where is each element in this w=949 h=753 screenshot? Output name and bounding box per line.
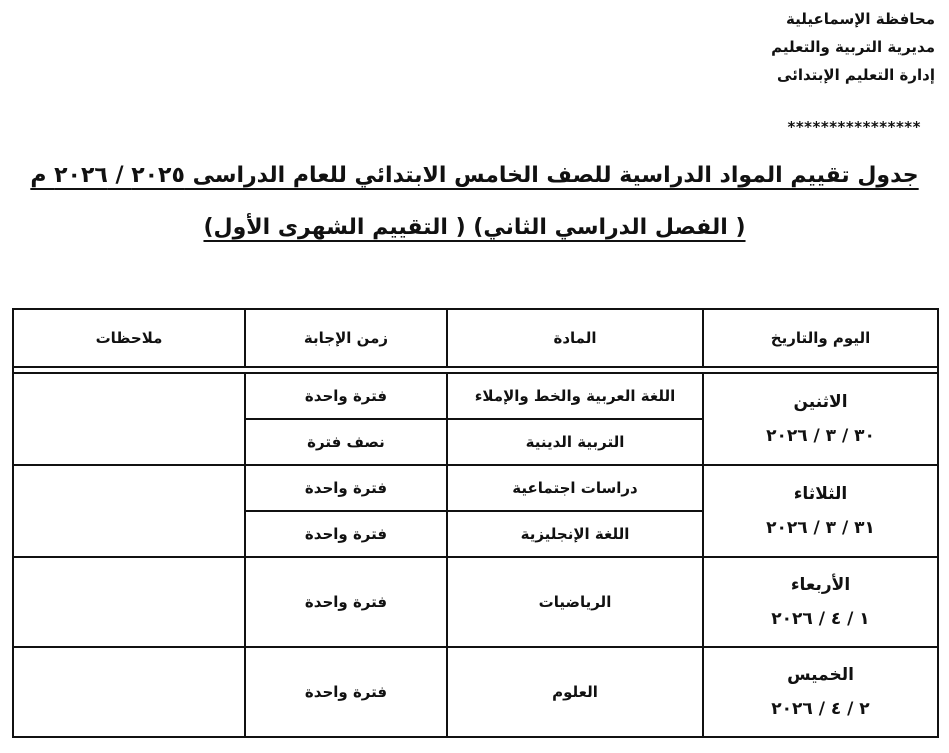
time-cell: فترة واحدة (245, 511, 447, 557)
subject-cell: الرياضيات (447, 557, 703, 647)
table-header-row (13, 309, 938, 367)
header-subject: المادة (447, 309, 703, 367)
day-date: ٣٠ / ٣ / ٢٠٢٦ (766, 426, 875, 446)
notes-cell (13, 373, 245, 465)
subject-cell: التربية الدينية (447, 419, 703, 465)
day-date: ١ / ٤ / ٢٠٢٦ (771, 609, 870, 629)
day-cell (703, 647, 938, 737)
notes-cell (13, 647, 245, 737)
document-subtitle: ( الفصل الدراسي الثاني) ( التقييم الشهرى الأول) (203, 215, 746, 240)
header-block (771, 8, 935, 92)
time-cell: فترة واحدة (245, 647, 447, 737)
subject-cell: العلوم (447, 647, 703, 737)
day-cell (703, 557, 938, 647)
day-date: ٢ / ٤ / ٢٠٢٦ (771, 699, 870, 719)
header-answer-time: زمن الإجابة (245, 309, 447, 367)
table-row (13, 557, 938, 647)
header-day-date: اليوم والتاريخ (703, 309, 938, 367)
time-cell: فترة واحدة (245, 373, 447, 419)
table-row (13, 465, 938, 511)
time-cell: نصف فترة (245, 419, 447, 465)
administration-label: إدارة التعليم الإبتدائى (777, 66, 935, 84)
time-cell: فترة واحدة (245, 557, 447, 647)
subject-cell: اللغة الإنجليزية (447, 511, 703, 557)
subject-cell: اللغة العربية والخط والإملاء (447, 373, 703, 419)
time-cell: فترة واحدة (245, 465, 447, 511)
day-name: الثلاثاء (793, 484, 848, 504)
stars-divider: **************** (787, 118, 921, 136)
directorate-label: مديرية التربية والتعليم (771, 38, 935, 56)
table-row (13, 647, 938, 737)
notes-cell (13, 465, 245, 557)
day-cell (703, 373, 938, 465)
header-notes: ملاحظات (13, 309, 245, 367)
day-cell (703, 465, 938, 557)
day-date: ٣١ / ٣ / ٢٠٢٦ (766, 518, 875, 538)
document-title: جدول تقييم المواد الدراسية للصف الخامس الابتدائي للعام الدراسى ٢٠٢٥ / ٢٠٢٦ م (30, 163, 919, 188)
table-row (13, 373, 938, 419)
day-name: الخميس (787, 665, 854, 685)
governorate-label: محافظة الإسماعيلية (786, 10, 935, 28)
subject-cell: دراسات اجتماعية (447, 465, 703, 511)
day-name: الاثنين (793, 392, 848, 412)
schedule-table (12, 308, 939, 738)
day-name: الأربعاء (790, 575, 851, 595)
notes-cell (13, 557, 245, 647)
